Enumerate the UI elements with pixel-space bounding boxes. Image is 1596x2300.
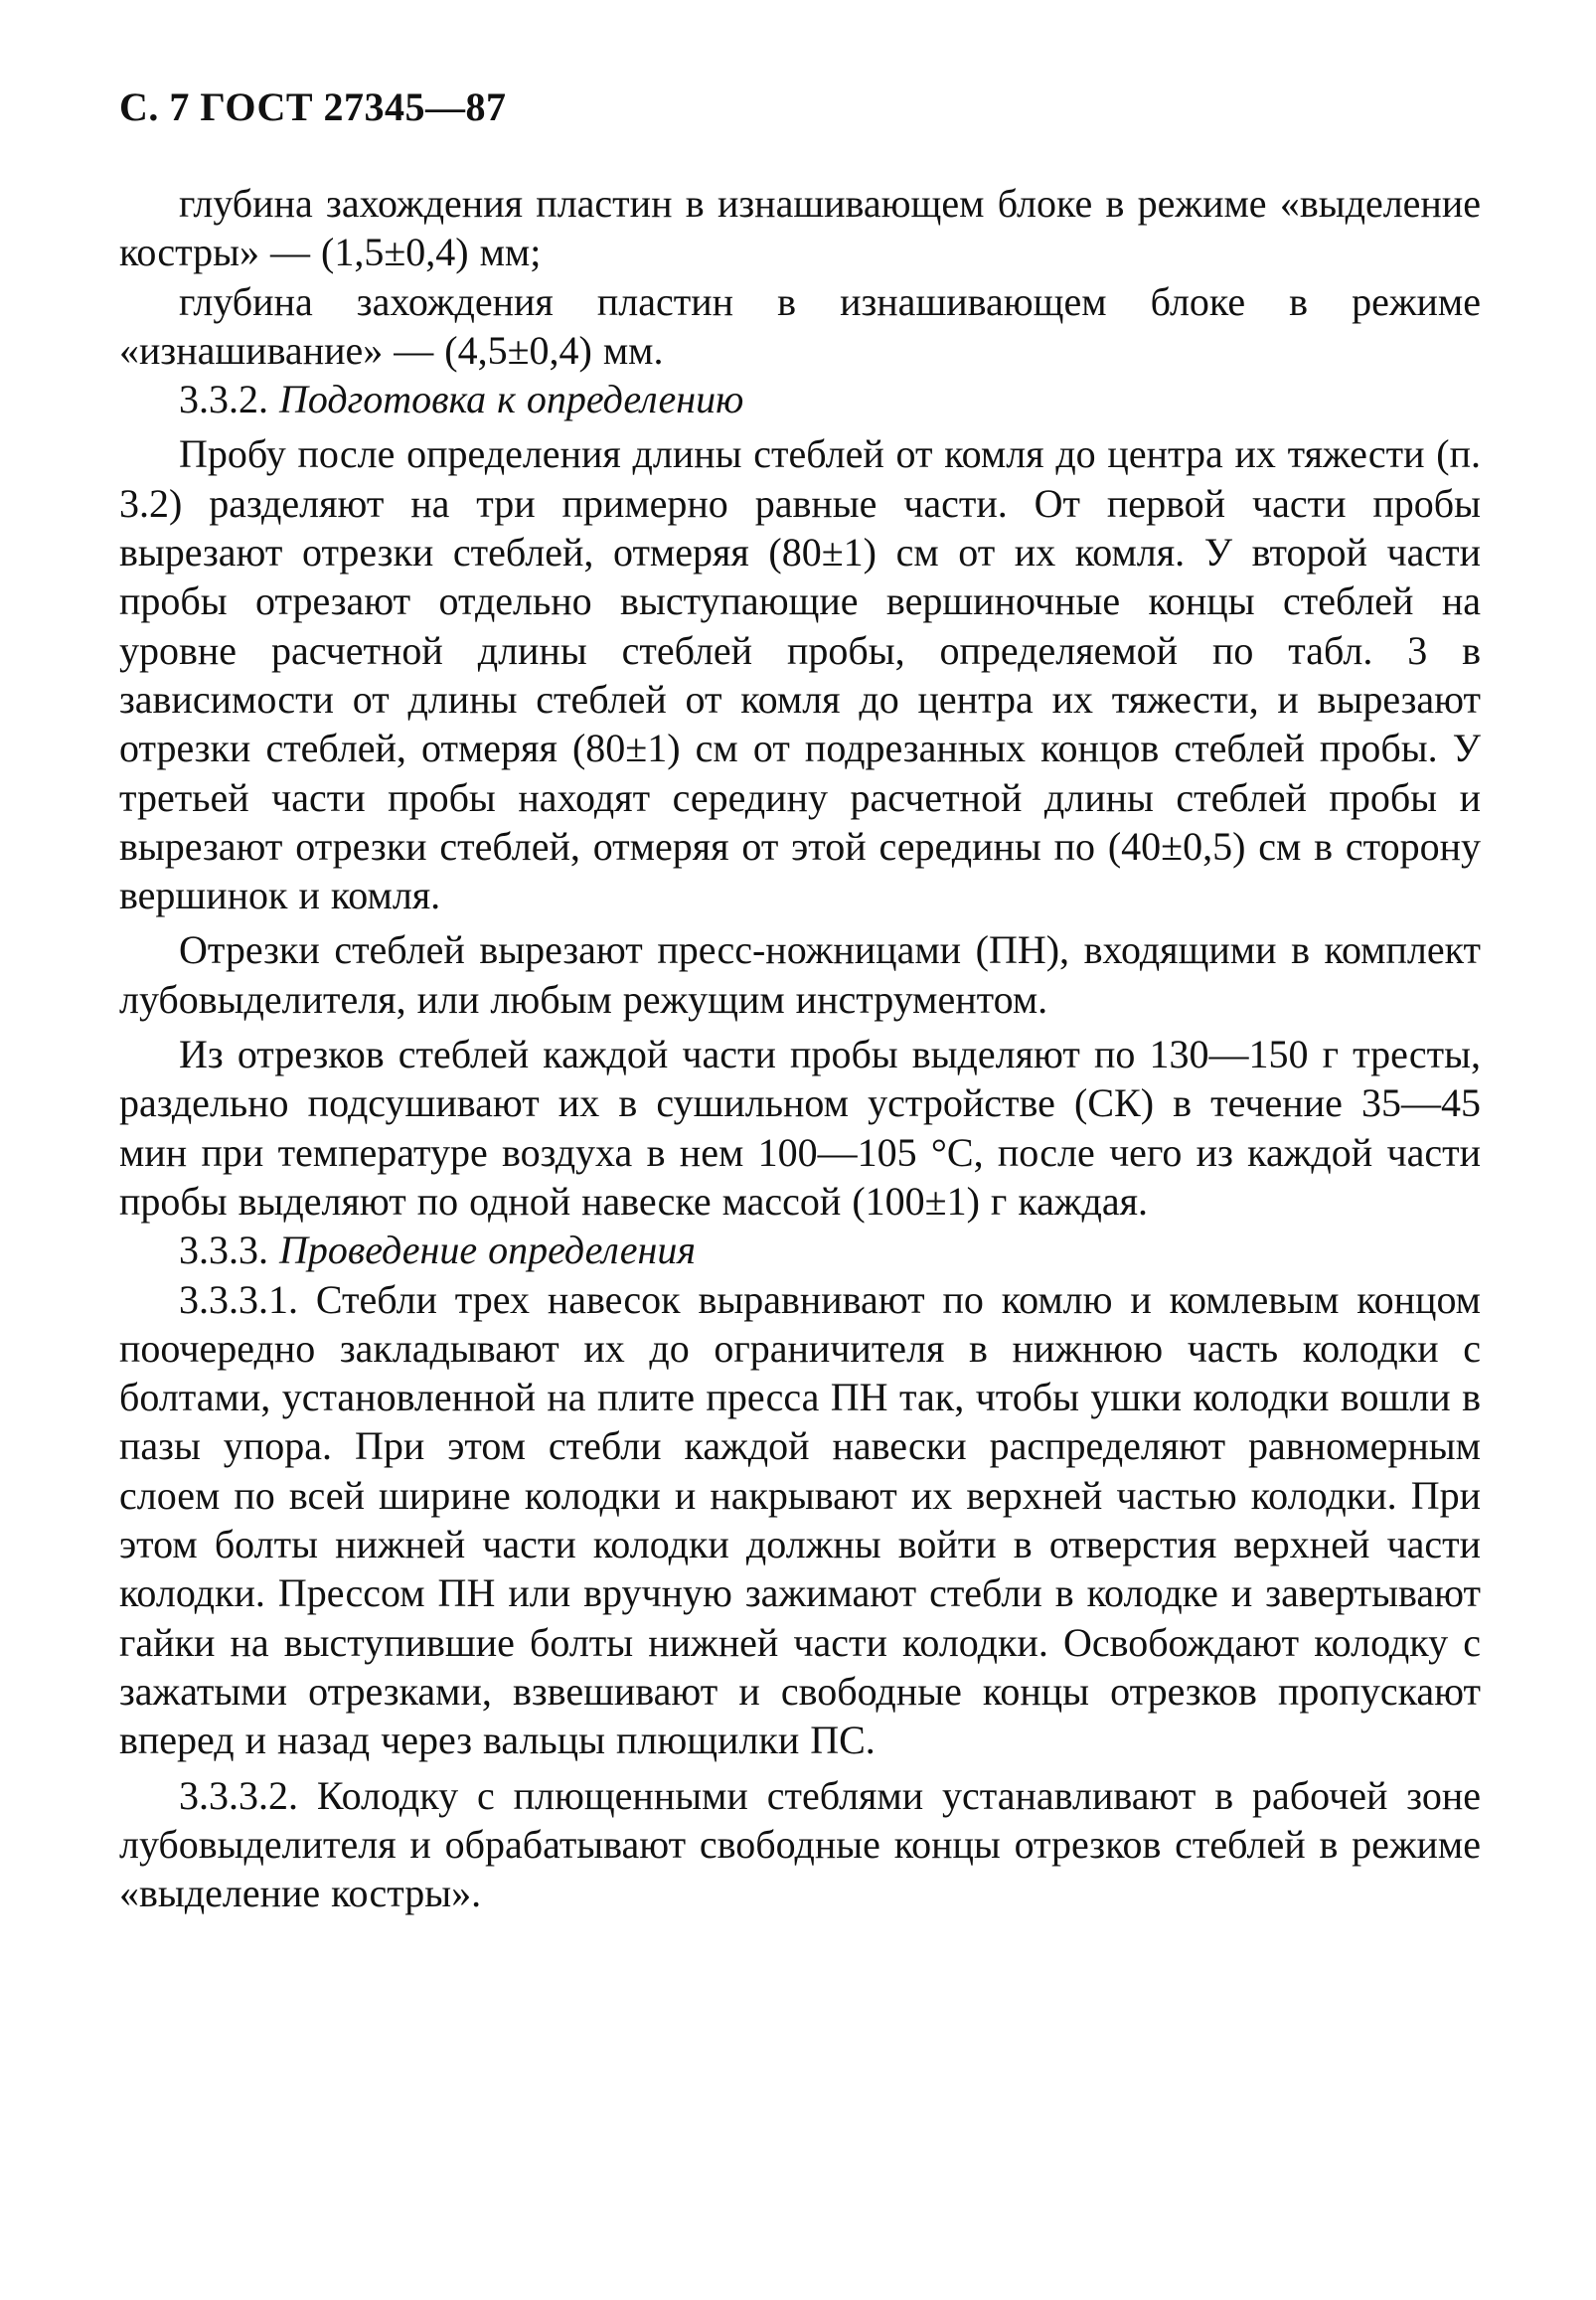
paragraph-3-3-3-1: 3.3.3.1. Стебли трех навесок выравнивают по комлю и комлевым концом поочередно закладывают их до ограничителя в нижнюю часть колодки с болтами, установленной на плите пресса ПН так, чтобы ушки колодки вошли в пазы упора. При этом стебли каждой навески распределяют равномерным слоем по всей ширине колодки и накрывают их верхней частью колодки. При этом болты нижней части колодки должны войти в отверстия верхней части колодки. Прессом ПН или вручную зажимают стебли в колодке и завертывают гайки на выступившие болты нижней части колодки. Освобождают колодку с зажатыми отрезками, взвешивают и свободные концы отрезков пропускают вперед и назад через вальцы плющилки ПС. <box>119 1276 1481 1763</box>
paragraph-depth-kostra: глубина захождения пластин в изнашивающем блоке в режиме «выделение костры» — (1,5±0,4) мм; <box>119 181 1481 275</box>
page-header: С. 7 ГОСТ 27345—87 <box>119 84 507 129</box>
paragraph-drying: Из отрезков стеблей каждой части пробы выделяют по 130—150 г тресты, раздельно подсушивают их в сушильном устройстве (СК) в течение 35—45 мин при температуре воздуха в нем 100—105 °С, после чего из каждой части пробы выделяют по одной навеске массой (100±1) г каждая. <box>119 1032 1481 1224</box>
section-title: Проведение определения <box>279 1228 696 1273</box>
section-heading-3-3-2 <box>119 375 1481 423</box>
body-text <box>119 179 1481 1917</box>
paragraph-3-3-3-2: 3.3.3.2. Колодку с плющенными стеблями устанавливают в рабочей зоне лубовыделителя и обрабатывают свободные концы отрезков стеблей в режиме «выделение костры». <box>119 1772 1481 1916</box>
paragraph-sample-preparation: Пробу после определения длины стеблей от комля до центра их тяжести (п. 3.2) разделяют на три примерно равные части. От первой части пробы вырезают отрезки стеблей, отмеряя (80±1) см от их комля. У второй части пробы отрезают отдельно выступающие вершиночные концы стеблей на уровне расчетной длины стеблей пробы, определяемой по табл. 3 в зависимости от длины стеблей от комля до центра их тяжести, и вырезают отрезки стеблей, отмеряя (80±1) см от подрезанных концов стеблей пробы. У третьей части пробы находят середину расчетной длины стеблей пробы и вырезают отрезки стеблей, отмеряя от этой середины по (40±0,5) см в сторону вершинок и комля. <box>119 431 1481 918</box>
section-title: Подготовка к определению <box>279 377 744 422</box>
section-number: 3.3.3. <box>179 1228 268 1273</box>
paragraph-depth-wear: глубина захождения пластин в изнашивающем блоке в режиме «изнашивание» — (4,5±0,4) мм. <box>119 278 1481 373</box>
paragraph-cutting-tool: Отрезки стеблей вырезают пресс-ножницами (ПН), входящими в комплект лубовыделителя, или любым режущим инструментом. <box>119 927 1481 1022</box>
section-heading-3-3-3 <box>119 1226 1481 1274</box>
section-number: 3.3.2. <box>179 377 268 422</box>
